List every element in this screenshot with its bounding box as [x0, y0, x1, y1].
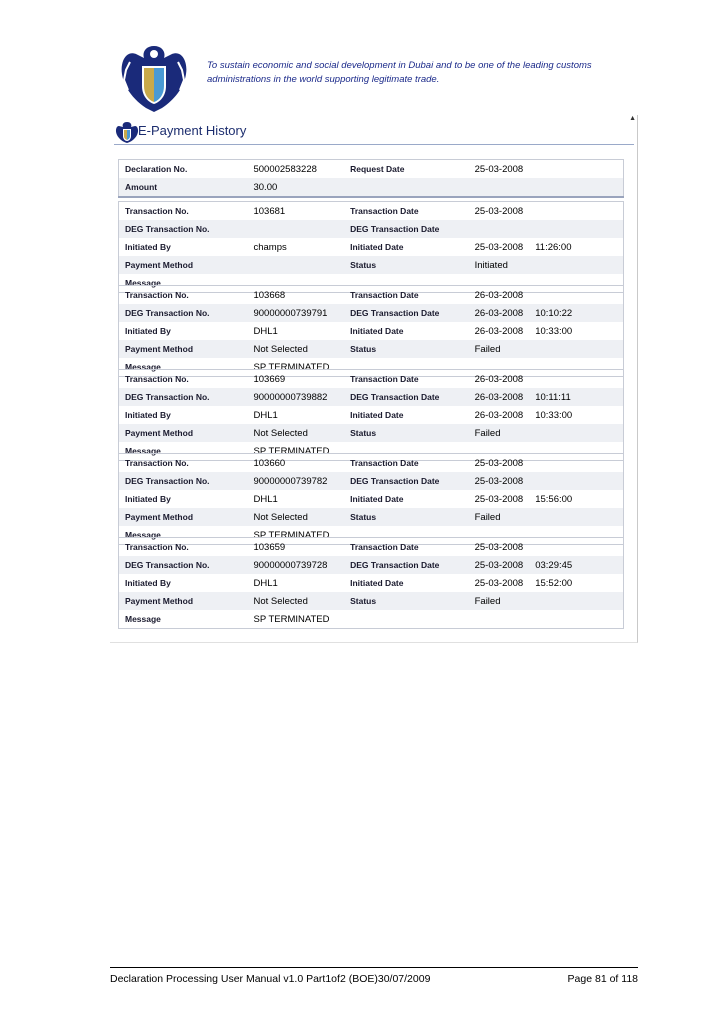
- table-row: [119, 538, 623, 556]
- table-row: [119, 610, 623, 628]
- date-value: Failed: [474, 427, 501, 439]
- field-label: DEG Transaction No.: [125, 392, 210, 402]
- field-value: [469, 428, 623, 439]
- field-label: Payment Method: [125, 428, 194, 438]
- field-label: Initiated By: [125, 242, 171, 252]
- amount-label: Amount: [125, 182, 158, 192]
- declaration-label: Declaration No.: [125, 164, 188, 174]
- field-value: 103659: [253, 541, 286, 553]
- field-value: DHL1: [253, 493, 278, 505]
- field-value: [469, 542, 623, 553]
- date-value: 25-03-2008: [474, 475, 524, 487]
- field-label: Transaction Date: [350, 290, 419, 300]
- field-label: DEG Transaction No.: [125, 476, 210, 486]
- footer-document-title: Declaration Processing User Manual v1.0 Part1of2 (BOE)30/07/2009: [110, 973, 431, 985]
- field-label: Transaction Date: [350, 206, 419, 216]
- title-divider: [114, 144, 634, 145]
- date-value: Failed: [474, 343, 501, 355]
- field-label: Initiated By: [125, 494, 171, 504]
- table-row: [119, 490, 623, 508]
- field-value: champs: [253, 241, 287, 253]
- field-label: DEG Transaction Date: [350, 392, 440, 402]
- table-row: [119, 454, 623, 472]
- field-value: 103681: [253, 205, 286, 217]
- field-value: Not Selected: [253, 595, 308, 607]
- field-value: [469, 290, 623, 301]
- field-value: [469, 374, 623, 385]
- field-value: DHL1: [253, 409, 278, 421]
- table-row: [119, 220, 623, 238]
- field-label: Payment Method: [125, 512, 194, 522]
- time-value: 10:11:11: [535, 391, 571, 403]
- transaction-block: [118, 537, 624, 629]
- time-value: 10:33:00: [535, 409, 573, 421]
- field-value: 90000000739728: [253, 559, 328, 571]
- time-value: 15:52:00: [535, 577, 573, 589]
- field-label: Transaction No.: [125, 206, 189, 216]
- field-value: SP TERMINATED: [253, 445, 330, 457]
- time-value: 03:29:45: [535, 559, 573, 571]
- field-value: [469, 224, 623, 235]
- field-label: Message: [125, 446, 161, 456]
- field-value: [469, 242, 623, 253]
- field-value: [469, 410, 623, 421]
- table-row: [119, 556, 623, 574]
- field-value: SP TERMINATED: [253, 529, 330, 541]
- table-row: [119, 238, 623, 256]
- field-value: 90000000739782: [253, 475, 328, 487]
- date-value: 25-03-2008: [474, 577, 524, 589]
- time-value: 10:33:00: [535, 325, 573, 337]
- summary-row-amount: [119, 178, 623, 196]
- field-label: Payment Method: [125, 344, 194, 354]
- summary-block: [118, 159, 624, 197]
- field-label: Message: [125, 614, 161, 624]
- field-value: SP TERMINATED: [253, 613, 330, 625]
- field-value: SP TERMINATED: [253, 361, 330, 373]
- field-value: [469, 494, 623, 505]
- date-value: Failed: [474, 595, 501, 607]
- field-value: [469, 560, 623, 571]
- field-label: DEG Transaction No.: [125, 560, 210, 570]
- field-label: Status: [350, 260, 377, 270]
- date-value: 26-03-2008: [474, 373, 524, 385]
- field-label: DEG Transaction Date: [350, 476, 440, 486]
- table-row: [119, 340, 623, 358]
- field-value: Not Selected: [253, 427, 308, 439]
- field-value: 103660: [253, 457, 286, 469]
- field-label: Payment Method: [125, 260, 194, 270]
- field-label: Initiated Date: [350, 326, 404, 336]
- field-value: [469, 512, 623, 523]
- field-label: DEG Transaction Date: [350, 308, 440, 318]
- e-payment-history-screenshot: [110, 115, 638, 643]
- date-value: 25-03-2008: [474, 541, 524, 553]
- transaction-block: [118, 285, 624, 377]
- field-label: Initiated Date: [350, 410, 404, 420]
- field-label: Transaction No.: [125, 542, 189, 552]
- field-label: Initiated Date: [350, 242, 404, 252]
- field-label: Initiated By: [125, 578, 171, 588]
- date-value: 25-03-2008: [474, 493, 524, 505]
- field-value: DHL1: [253, 325, 278, 337]
- date-value: 26-03-2008: [474, 325, 524, 337]
- date-value: 26-03-2008: [474, 307, 524, 319]
- field-label: Transaction No.: [125, 458, 189, 468]
- field-label: Status: [350, 512, 377, 522]
- date-value: 25-03-2008: [474, 205, 524, 217]
- field-label: Initiated Date: [350, 494, 404, 504]
- table-row: [119, 370, 623, 388]
- field-label: DEG Transaction No.: [125, 224, 210, 234]
- transaction-block: [118, 453, 624, 545]
- field-value: [469, 458, 623, 469]
- field-value: 90000000739791: [253, 307, 328, 319]
- field-value: [469, 308, 623, 319]
- footer-divider: [110, 967, 638, 968]
- scroll-caret-icon: ▲: [629, 115, 636, 122]
- field-value: [469, 596, 623, 607]
- table-row: [119, 574, 623, 592]
- field-value: [469, 614, 623, 625]
- request-date-label: Request Date: [350, 164, 405, 174]
- table-row: [119, 406, 623, 424]
- field-label: Transaction Date: [350, 458, 419, 468]
- field-value: Not Selected: [253, 343, 308, 355]
- date-value: 25-03-2008: [474, 241, 524, 253]
- field-label: DEG Transaction No.: [125, 308, 210, 318]
- date-value: 25-03-2008: [474, 457, 524, 469]
- field-label: Status: [350, 344, 377, 354]
- field-label: Message: [125, 362, 161, 372]
- table-row: [119, 388, 623, 406]
- field-label: Initiated Date: [350, 578, 404, 588]
- header-tagline: To sustain economic and social development in Dubai and to be one of the leading customs administrations in the world supporting legitimate trade.: [207, 60, 592, 85]
- date-value: Failed: [474, 511, 501, 523]
- field-value: [469, 476, 623, 487]
- transaction-block: [118, 369, 624, 461]
- table-row: [119, 322, 623, 340]
- field-label: Status: [350, 596, 377, 606]
- time-value: 10:10:22: [535, 307, 573, 319]
- field-label: Transaction No.: [125, 374, 189, 384]
- transaction-block: [118, 201, 624, 293]
- field-label: Transaction No.: [125, 290, 189, 300]
- table-row: [119, 508, 623, 526]
- request-date-value: 25-03-2008: [474, 163, 524, 175]
- table-row: [119, 256, 623, 274]
- date-value: 26-03-2008: [474, 391, 524, 403]
- field-label: Transaction Date: [350, 542, 419, 552]
- field-value: [469, 578, 623, 589]
- date-value: 26-03-2008: [474, 409, 524, 421]
- time-value: 11:26:00: [535, 241, 572, 253]
- declaration-value: 500002583228: [253, 163, 317, 175]
- field-value: 90000000739882: [253, 391, 328, 403]
- field-value: [469, 344, 623, 355]
- table-row: [119, 424, 623, 442]
- field-label: Message: [125, 530, 161, 540]
- field-label: DEG Transaction Date: [350, 224, 440, 234]
- footer-page-number: Page 81 of 118: [567, 973, 638, 985]
- field-value: [469, 206, 623, 217]
- field-label: Initiated By: [125, 326, 171, 336]
- table-row: [119, 202, 623, 220]
- field-value: 103669: [253, 373, 286, 385]
- field-label: Message: [125, 278, 161, 288]
- table-row: [119, 472, 623, 490]
- eagle-logo-icon: [114, 119, 140, 145]
- field-label: DEG Transaction Date: [350, 560, 440, 570]
- field-label: Initiated By: [125, 410, 171, 420]
- screen-title: E-Payment History: [138, 123, 247, 138]
- summary-row-declaration: [119, 160, 623, 178]
- table-row: [119, 304, 623, 322]
- field-label: Payment Method: [125, 596, 194, 606]
- dubai-customs-logo-icon: [116, 40, 192, 116]
- table-row: [119, 592, 623, 610]
- date-value: Initiated: [474, 259, 508, 271]
- field-value: [469, 392, 623, 403]
- field-value: Not Selected: [253, 511, 308, 523]
- time-value: 15:56:00: [535, 493, 573, 505]
- date-value: 25-03-2008: [474, 559, 524, 571]
- field-value: 103668: [253, 289, 286, 301]
- field-label: Transaction Date: [350, 374, 419, 384]
- field-value: [469, 326, 623, 337]
- section-divider: [118, 196, 624, 198]
- amount-value: 30.00: [253, 181, 278, 193]
- field-value: [469, 260, 623, 271]
- date-value: 26-03-2008: [474, 289, 524, 301]
- table-row: [119, 286, 623, 304]
- field-label: Status: [350, 428, 377, 438]
- field-value: DHL1: [253, 577, 278, 589]
